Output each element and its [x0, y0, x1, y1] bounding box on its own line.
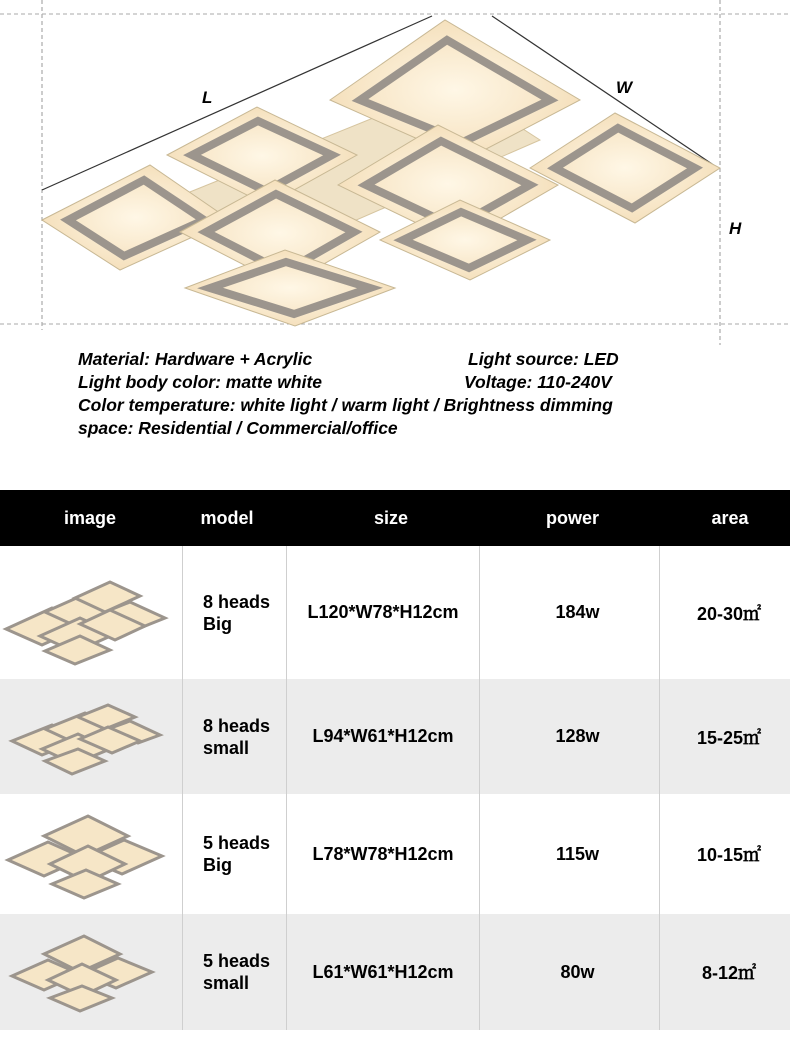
power-cell: 80w [560, 961, 595, 982]
lamp-thumbnail-5-small [0, 914, 180, 1030]
row-thumbnail [0, 794, 180, 914]
table-row [0, 914, 790, 1030]
size-cell: L120*W78*H12cm [307, 602, 459, 622]
column-divider [286, 546, 287, 1030]
table-row [0, 794, 790, 914]
table-row [0, 679, 790, 794]
height-label: H [729, 219, 742, 238]
model-line1: 5 heads [203, 951, 271, 971]
light-source-text: Light source: LED [468, 349, 619, 369]
body-color-text: Light body color: matte white [78, 372, 323, 392]
model-cell [183, 914, 303, 1030]
lamp-thumbnail-8-big [0, 546, 180, 679]
spec-row [78, 371, 778, 394]
model-cell [183, 794, 303, 914]
model-line2: Big [203, 613, 232, 634]
header-size: size [373, 507, 409, 528]
size-cell: L78*W78*H12cm [312, 843, 454, 864]
spec-block [78, 348, 778, 440]
column-divider [659, 546, 660, 1030]
area-cell: 8-12㎡ [701, 963, 757, 983]
row-thumbnail [0, 914, 180, 1030]
header-image: image [63, 507, 117, 528]
spec-row [78, 394, 778, 417]
color-temperature-text: Color temperature: white light / warm light / Brightness dimming [78, 395, 613, 415]
model-line1: 5 heads [203, 833, 271, 853]
lamp-thumbnail-8-small [0, 679, 180, 794]
width-label: W [616, 78, 633, 97]
length-label: L [202, 88, 213, 107]
header-area: area [711, 507, 749, 528]
space-text: space: Residential / Commercial/office [78, 418, 398, 438]
model-line1: 8 heads [203, 591, 271, 612]
row-thumbnail [0, 679, 180, 794]
voltage-text: Voltage: 110-240V [464, 372, 612, 392]
model-cell [183, 546, 303, 679]
header-power: power [545, 507, 599, 528]
area-cell: 15-25㎡ [696, 727, 762, 748]
size-cell: L94*W61*H12cm [312, 726, 454, 746]
model-line2: small [203, 737, 250, 758]
spec-row [78, 348, 778, 371]
model-cell [183, 679, 303, 794]
area-cell: 10-15㎡ [696, 845, 762, 865]
ceiling-lamp-image [0, 0, 790, 345]
header-model: model [200, 507, 254, 528]
model-line2: small [203, 973, 250, 993]
column-divider [182, 546, 183, 1030]
table-header [0, 490, 790, 546]
model-line2: Big [203, 855, 232, 875]
table-row [0, 546, 790, 679]
size-cell: L61*W61*H12cm [312, 961, 454, 982]
lamp-frames [42, 20, 720, 326]
power-cell: 128w [555, 726, 600, 746]
row-thumbnail [0, 546, 180, 679]
area-cell: 20-30㎡ [696, 603, 762, 624]
material-text: Material: Hardware + Acrylic [78, 349, 313, 369]
lamp-thumbnail-5-big [0, 794, 180, 914]
power-cell: 184w [555, 602, 600, 622]
model-line1: 8 heads [203, 715, 271, 736]
column-divider [479, 546, 480, 1030]
product-illustration [0, 0, 790, 345]
spec-row [78, 417, 778, 440]
power-cell: 115w [555, 843, 600, 864]
